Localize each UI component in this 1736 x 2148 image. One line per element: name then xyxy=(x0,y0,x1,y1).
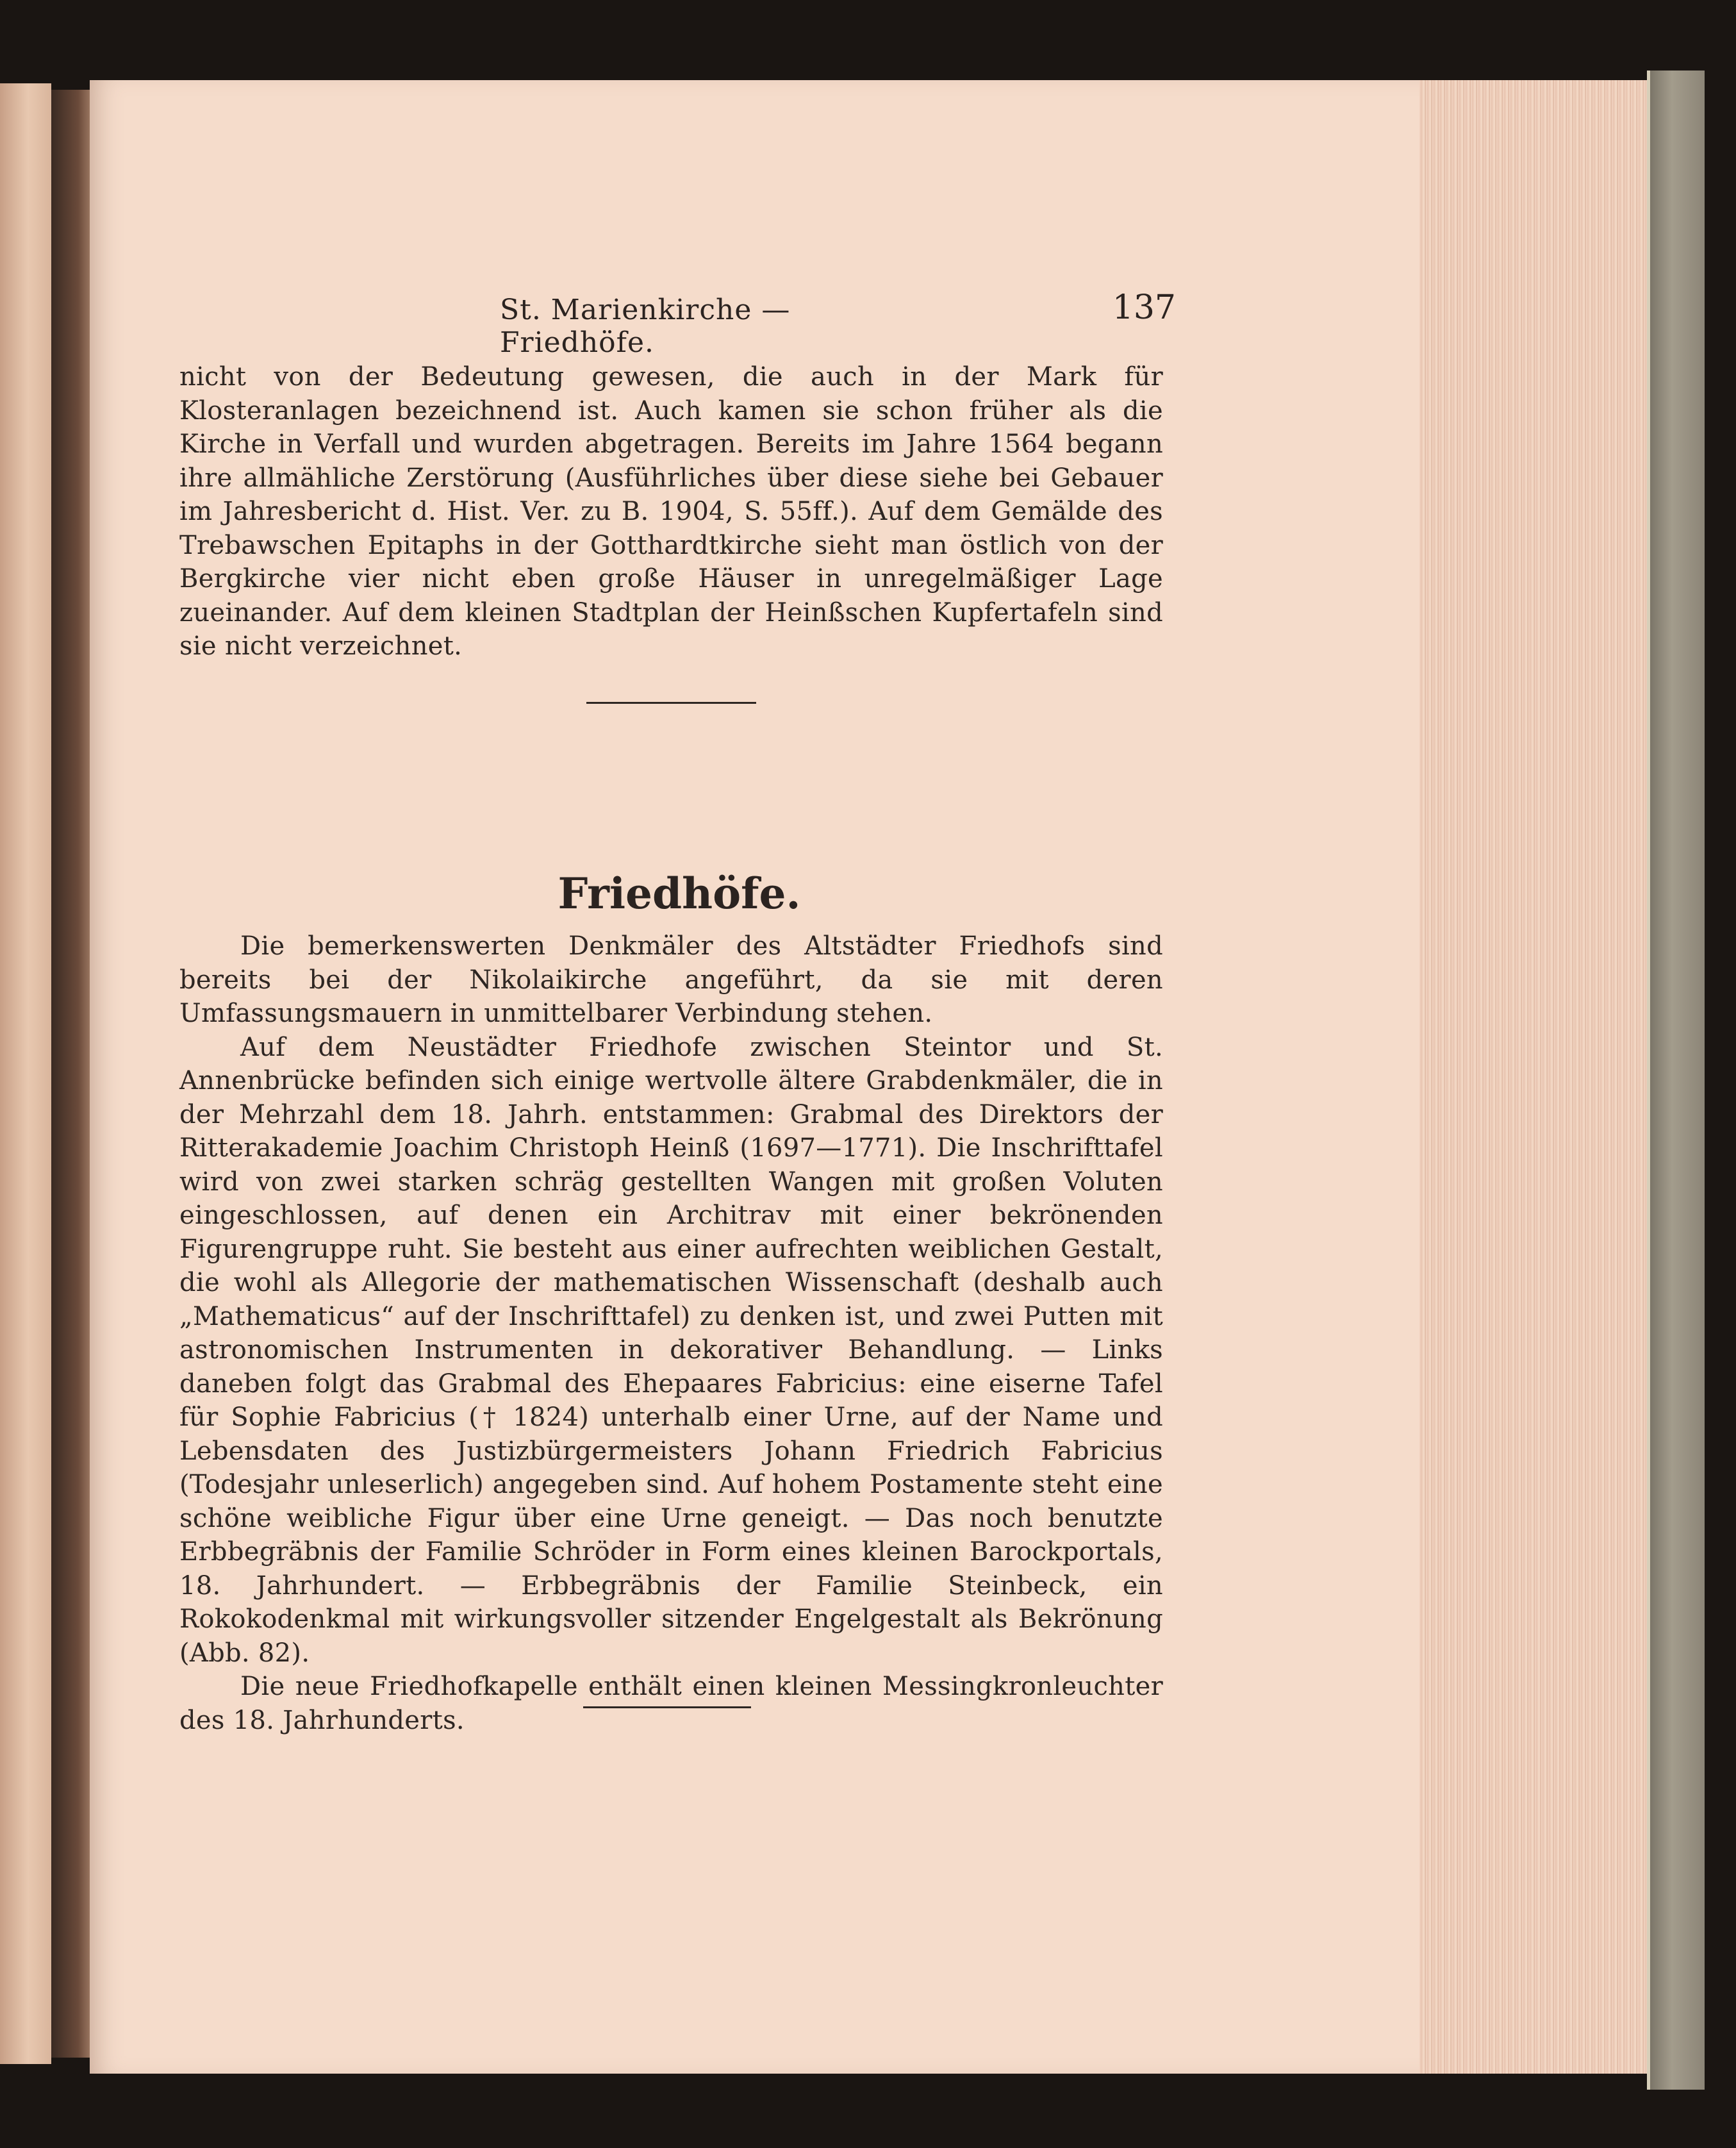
section-divider-bottom xyxy=(583,1706,751,1708)
intro-text-block xyxy=(179,360,1163,663)
running-head: St. Marienkirche — Friedhöfe. xyxy=(500,294,791,359)
paragraph-3: Die neue Friedhofkapelle enthält einen kleinen Messingkronleuchter des 18. Jahrhunderts. xyxy=(179,1672,1163,1735)
section-heading: Friedhöfe. xyxy=(558,869,801,919)
left-page-edge xyxy=(0,83,51,2064)
intro-paragraph: nicht von der Bedeutung gewesen, die auch in der Mark für Klosteranlagen bezeichnend ist. Auch kamen sie schon früher als die Kirche in Verfall und wurden abgetragen. Bereits im Jahre 1564 begann ihre allmähliche Zerstörung (Ausführliches über diese siehe bei Gebauer im Jahresbericht d. Hist. Ver. zu B. 1904, S. 55ff.). Auf dem Gemälde des Trebawschen Epitaphs in der Gotthardtkirche sieht man östlich von der Bergkirche vier nicht eben große Häuser in unregelmäßiger Lage zueinander. Auf dem kleinen Stadtplan der Heinßschen Kupfertafeln sind sie nicht verzeichnet. xyxy=(179,362,1163,661)
section-text-block xyxy=(179,929,1163,1737)
page-number: 137 xyxy=(1112,288,1176,327)
section-divider-top xyxy=(586,702,756,704)
book-cover xyxy=(1650,71,1705,2090)
paragraph-1: Die bemerkenswerten Denkmäler des Altstädter Friedhofs sind bereits bei der Nikolaikirche angeführt, da sie mit deren Umfassungsmauern in unmittelbarer Verbindung stehen. xyxy=(179,931,1163,1028)
paragraph-2: Auf dem Neustädter Friedhofe zwischen Steintor und St. Annenbrücke befinden sich einige wertvolle ältere Grabdenkmäler, die in der Mehrzahl dem 18. Jahrh. entstammen: Grabmal des Direktors der Ritterakademie Joachim Christoph Heinß (1697—1771). Die Inschrifttafel wird von zwei starken schräg gestellten Wangen mit großen Voluten eingeschlossen, auf denen ein Architrav mit einer bekrönenden Figurengruppe ruht. Sie besteht aus einer aufrechten weiblichen Gestalt, die wohl als Allegorie der mathematischen Wissenschaft (deshalb auch „Mathematicus“ auf der Inschrifttafel) zu denken ist, und zwei Putten mit astronomischen Instrumenten in dekorativer Behandlung. — Links daneben folgt das Grabmal des Ehepaares Fabricius: eine eiserne Tafel für Sophie Fabricius († 1824) unterhalb einer Urne, auf der Name und Lebensdaten des Justizbürgermeisters Johann Friedrich Fabricius (Todesjahr unleserlich) angegeben sind. Auf hohem Postamente steht eine schöne weibliche Figur über eine Urne geneigt. — Das noch benutzte Erbbegräbnis der Familie Schröder in Form eines kleinen Barockportals, 18. Jahrhundert. — Erbbegräbnis der Familie Steinbeck, ein Rokokodenkmal mit wirkungsvoller sitzender Engelgestalt als Bekrönung (Abb. 82). xyxy=(179,1032,1163,1668)
page-stack-edges xyxy=(1419,80,1650,2074)
